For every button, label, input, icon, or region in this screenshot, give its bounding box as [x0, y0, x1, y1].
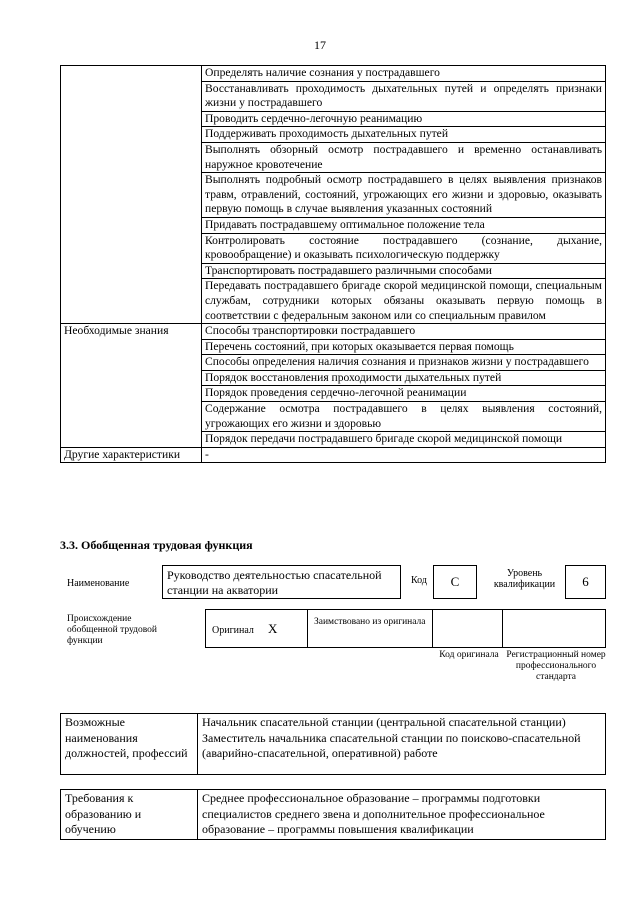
origin-box — [205, 609, 606, 648]
section-title: 3.3. Обобщенная трудовая функция — [60, 538, 253, 552]
function-name: Руководство деятельностью спасательной станции на акватории — [162, 565, 401, 599]
education-table — [60, 789, 606, 840]
row-item: Поддерживать проходимость дыхательных путей — [202, 127, 606, 143]
education-value: Среднее профессиональное образование – программы подготовки специалистов среднего звена и дополнительное профессиональное образование – программы повышения квалификации — [198, 790, 606, 840]
page-number: 17 — [314, 38, 326, 52]
table-row — [61, 447, 606, 463]
origin-divider-3 — [502, 609, 503, 648]
position-1: Начальник спасательной станции (центральной спасательной станции) — [202, 715, 566, 729]
row-group-label: Другие характеристики — [61, 447, 202, 463]
row-item: Порядок проведения сердечно-легочной реанимации — [202, 386, 606, 402]
education-label: Требования к образованию и обучению — [61, 790, 198, 840]
table-row — [61, 66, 606, 82]
borrowed-label: Заимствовано из оригинала — [314, 617, 426, 627]
name-label: Наименование — [67, 578, 130, 589]
skills-table — [60, 65, 606, 463]
level-label: Уровень квалификации — [493, 568, 556, 590]
row-group-label — [61, 66, 202, 324]
row-item: Придавать пострадавшему оптимальное положение тела — [202, 217, 606, 233]
original-mark: X — [268, 621, 278, 636]
row-item: Транспортировать пострадавшего различными способами — [202, 263, 606, 279]
row-item: Порядок передачи пострадавшего бригаде скорой медицинской помощи — [202, 432, 606, 448]
row-item: Контролировать состояние пострадавшего (сознание, дыхание, кровообращение) и оказывать психологическую поддержку — [202, 233, 606, 263]
level-value: 6 — [565, 565, 606, 599]
row-item: Выполнять обзорный осмотр пострадавшего и временно останавливать наружное кровотечение — [202, 142, 606, 172]
row-item: Проводить сердечно-легочную реанимацию — [202, 111, 606, 127]
origin-divider-2 — [432, 609, 433, 648]
row-item: Способы определения наличия сознания и признаков жизни у пострадавшего — [202, 355, 606, 371]
row-group-label: Необходимые знания — [61, 324, 202, 448]
position-2: Заместитель начальника спасательной станции по поисково-спасательной (аварийно-спасательной, оперативной) работе — [202, 730, 581, 760]
row-item: Порядок восстановления проходимости дыхательных путей — [202, 370, 606, 386]
original-label: Оригинал — [212, 625, 254, 636]
code-value: C — [433, 565, 477, 599]
table-row — [61, 324, 606, 340]
row-item: Восстанавливать проходимость дыхательных путей и определять признаки жизни у пострадавшего — [202, 81, 606, 111]
row-item: Передавать пострадавшего бригаде скорой медицинской помощи, специальным службам, сотрудники которых обязаны оказывать первую помощь в соответствии с федеральным законом или со специальным правилом — [202, 279, 606, 324]
code-label: Код — [411, 575, 427, 586]
code-original-label: Код оригинала — [439, 650, 499, 660]
row-item: - — [202, 447, 606, 463]
row-item: Перечень состояний, при которых оказывается первая помощь — [202, 339, 606, 355]
positions-table — [60, 713, 606, 775]
row-item: Определять наличие сознания у пострадавшего — [202, 66, 606, 82]
row-item: Выполнять подробный осмотр пострадавшего в целях выявления признаков травм, отравлений, состояний, угрожающих его жизни и здоровью, оказывать первую помощь в случае выявления указанных состояний — [202, 173, 606, 218]
reg-number-label: Регистрационный номер профессионального стандарта — [506, 650, 606, 682]
positions-value — [198, 714, 606, 775]
row-item: Содержание осмотра пострадавшего в целях выявления состояний, угрожающих его жизни и здоровью — [202, 402, 606, 432]
origin-divider-1 — [307, 609, 308, 648]
row-item: Способы транспортировки пострадавшего — [202, 324, 606, 340]
positions-label: Возможные наименования должностей, профессий — [61, 714, 198, 775]
origin-label: Происхождение обобщенной трудовой функции — [67, 614, 157, 646]
